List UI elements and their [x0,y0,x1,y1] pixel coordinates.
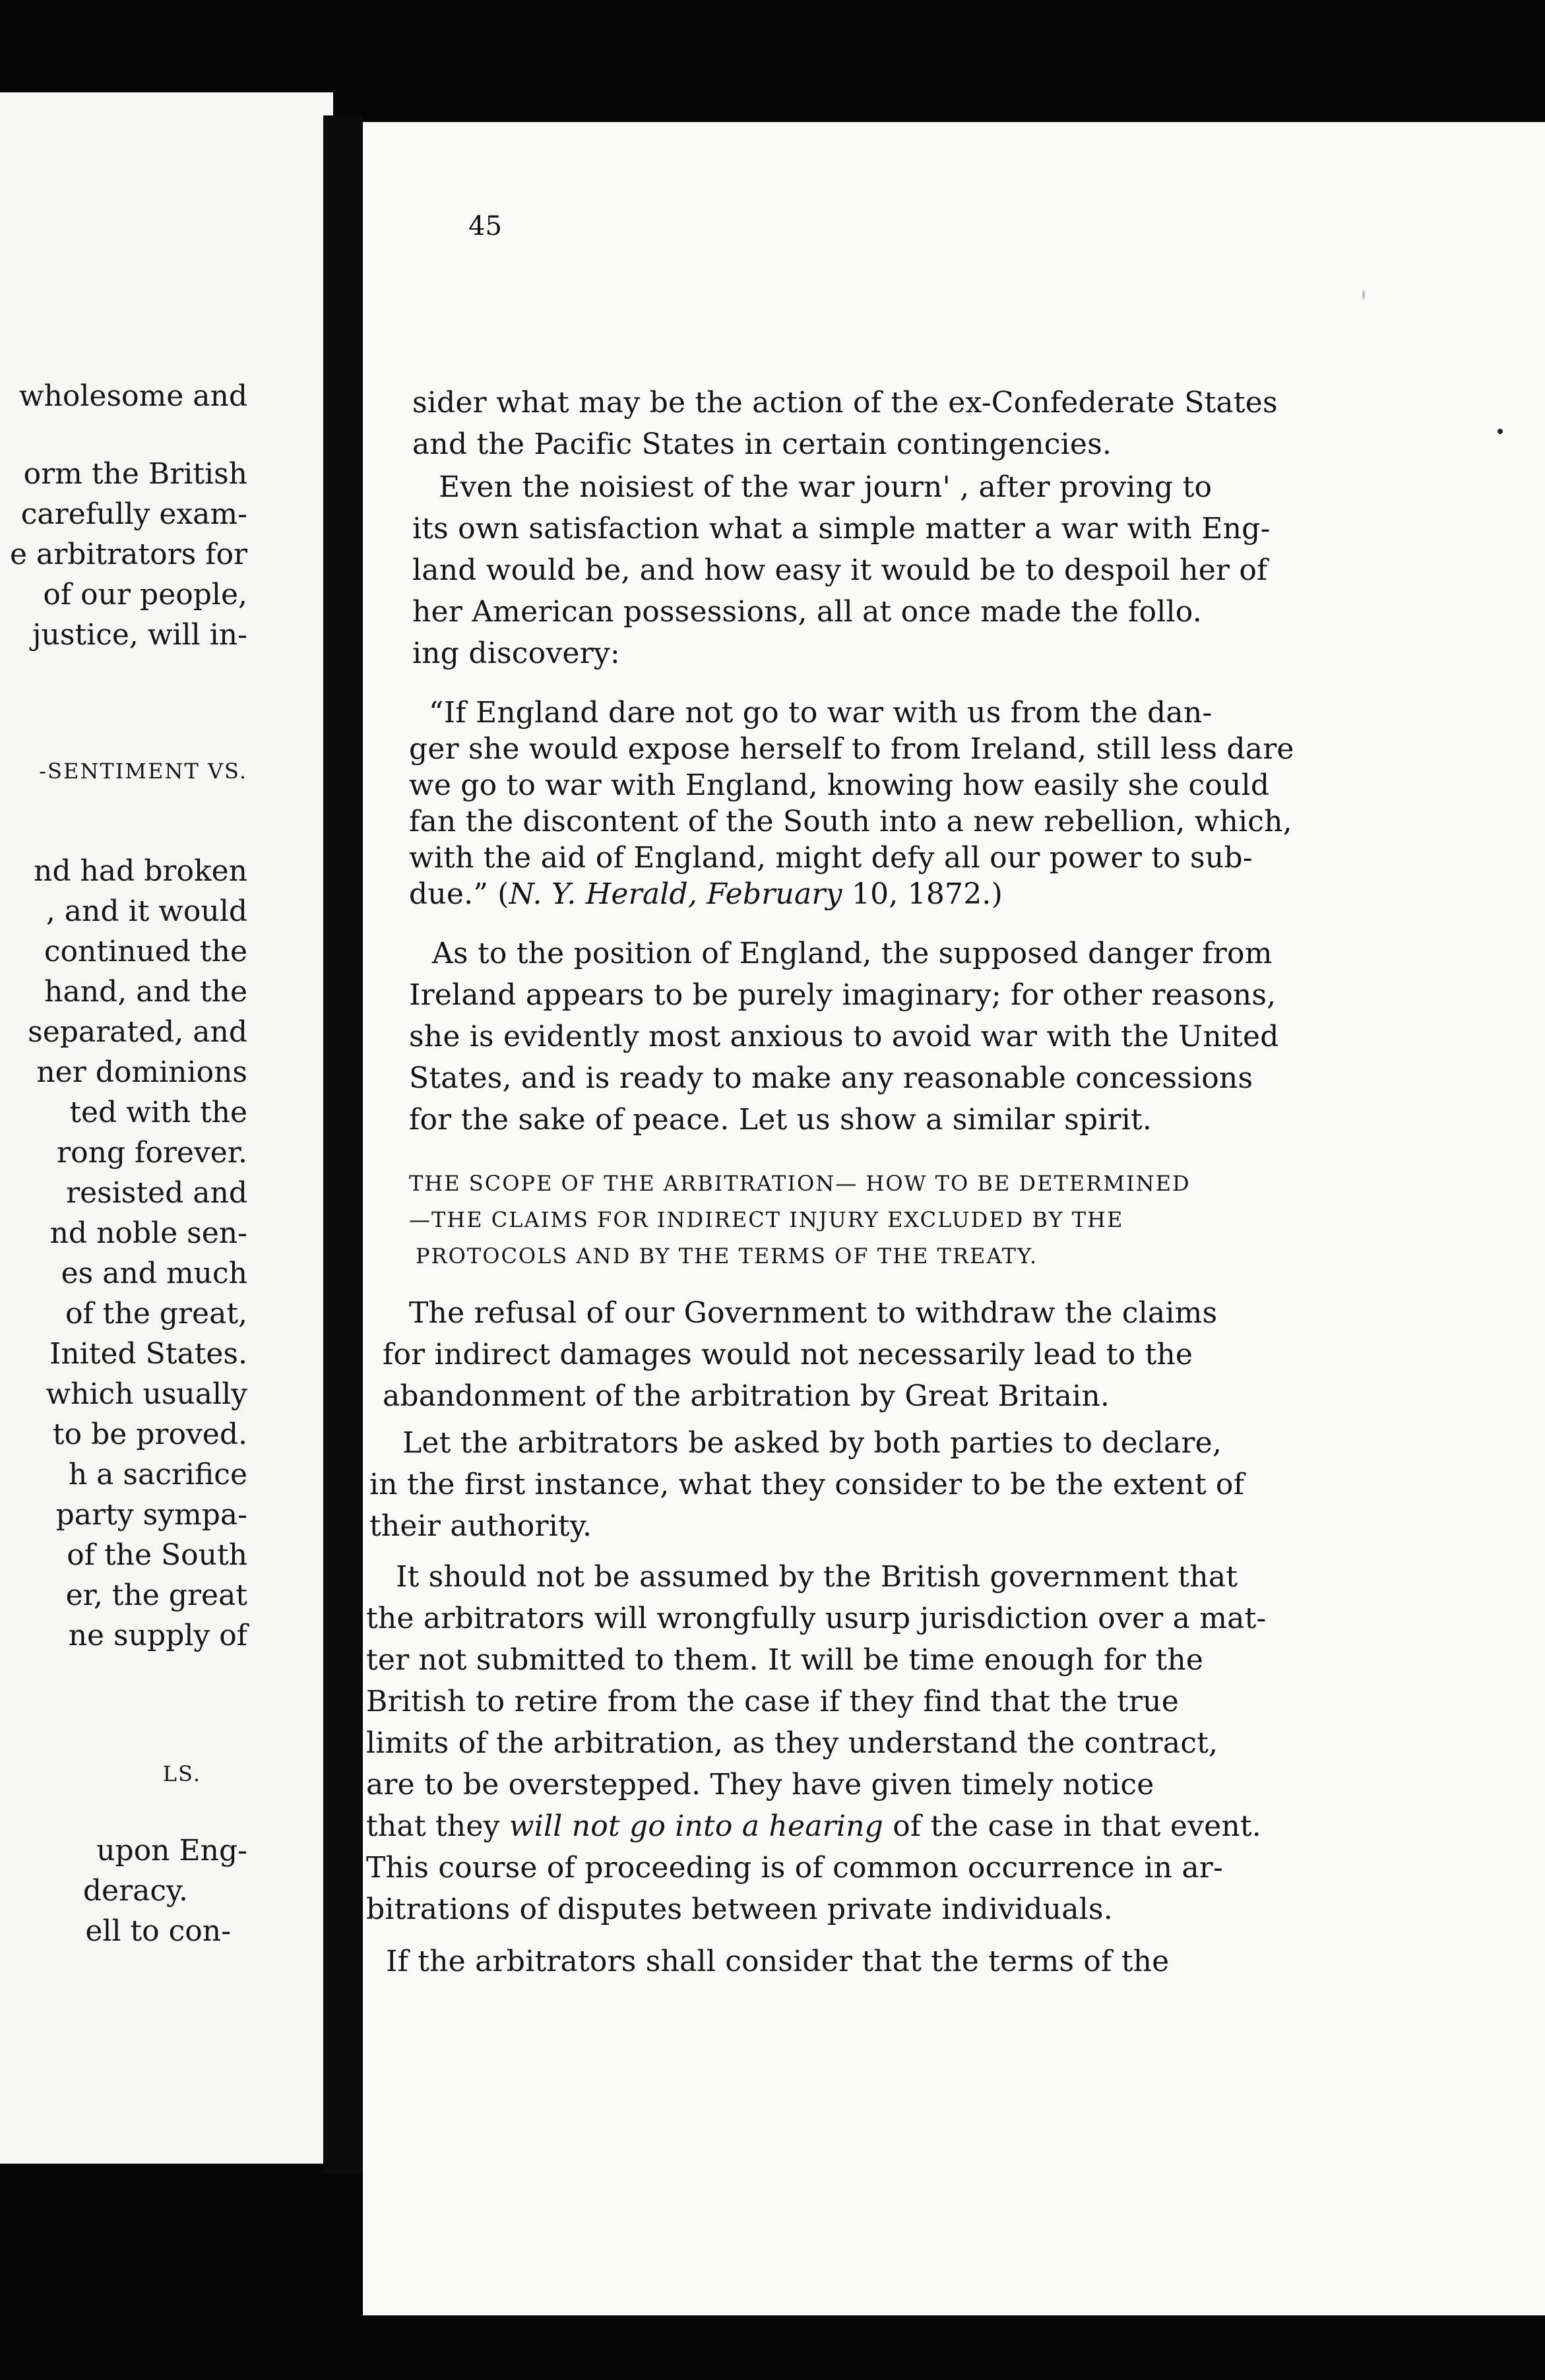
left-line: -SENTIMENT VS. [39,759,247,784]
quote-line: we go to war with England, knowing how easily she could [409,768,1270,802]
section-heading-line: THE SCOPE OF THE ARBITRATION— HOW TO BE DETERMINED [409,1171,1191,1196]
text-line: are to be overstepped. They have given timely notice [366,1768,1154,1801]
left-line: h a sacrifice [68,1458,247,1491]
left-line: resisted and [66,1176,247,1210]
text-line: ter not submitted to them. It will be time enough for the [366,1643,1204,1677]
text-line: and the Pacific States in certain contingencies. [412,427,1112,461]
left-line: of the great, [65,1297,247,1331]
quote-line: ger she would expose herself to from Ireland, still less dare [409,732,1294,766]
text-line: land would be, and how easy it would be to despoil her of [412,553,1268,587]
text-line: she is evidently most anxious to avoid war with the United [409,1020,1279,1053]
section-heading-line: PROTOCOLS AND BY THE TERMS OF THE TREATY. [416,1243,1038,1268]
left-line: to be proved. [52,1418,247,1451]
left-line: separated, and [28,1015,247,1049]
text-line: The refusal of our Government to withdraw the claims [409,1296,1218,1330]
text-line: its own satisfaction what a simple matter a war with Eng- [412,512,1271,546]
text-line: the arbitrators will wrongfully usurp jurisdiction over a mat- [366,1602,1267,1635]
quote-citation-line [409,877,1003,911]
left-line: Inited States. [49,1337,247,1371]
left-line: rong forever. [57,1136,247,1170]
left-line: er, the great [65,1579,247,1612]
text-line: Ireland appears to be purely imaginary; for other reasons, [409,978,1277,1012]
scan-speck [1498,429,1503,434]
left-line: , and it would [46,894,247,928]
quote-line: with the aid of England, might defy all our power to sub- [409,841,1253,875]
left-line: which usually [46,1377,247,1411]
quote-date: 10, 1872.) [842,877,1003,911]
text-line: bitrations of disputes between private individuals. [366,1893,1113,1926]
text-line [366,1809,1261,1843]
quote-source: N. Y. Herald, February [509,877,842,911]
left-line: orm the British [23,457,247,491]
text-line: Even the noisiest of the war journ' , after proving to [439,470,1213,504]
text-line: It should not be assumed by the British government that [396,1560,1238,1594]
left-line: ner dominions [36,1055,247,1089]
text-line: their authority. [369,1509,592,1543]
left-line: es and much [61,1257,247,1290]
section-heading-line: —THE CLAIMS FOR INDIRECT INJURY EXCLUDED BY THE [409,1207,1124,1232]
text-line: limits of the arbitration, as they understand the contract, [366,1726,1218,1760]
text-line: in the first instance, what they consider to be the extent of [369,1468,1245,1501]
quote-end: due.” ( [409,877,509,911]
left-line: deracy. [82,1874,188,1908]
left-line: justice, will in- [32,618,247,652]
text-line: This course of proceeding is of common occurrence in ar- [366,1851,1224,1885]
left-line: e arbitrators for [9,538,247,571]
left-line: wholesome and [18,379,247,413]
text-line: As to the position of England, the supposed danger from [432,937,1273,970]
text-line: If the arbitrators shall consider that the terms of the [386,1945,1170,1978]
left-line: hand, and the [44,975,247,1009]
left-line: ell to con- [85,1914,231,1948]
italic-phrase: will not go into a hearing [509,1809,884,1843]
left-line: nd had broken [34,854,247,888]
left-line: of our people, [43,578,247,611]
text-line: for indirect damages would not necessarily lead to the [383,1338,1193,1371]
left-line: party sympa- [55,1498,247,1532]
quote-line: “If England dare not go to war with us from the dan- [429,696,1213,730]
left-line: ne supply of [68,1619,247,1652]
text-line: States, and is ready to make any reasonable concessions [409,1061,1253,1095]
text-line: ing discovery: [412,637,620,670]
scan-speck [1362,290,1365,299]
text-line: her American possessions, all at once made the follo. [412,595,1202,629]
left-line: ted with the [69,1096,247,1129]
left-page [0,92,333,2164]
text-fragment: that they [366,1809,509,1843]
left-line: nd noble sen- [49,1216,247,1250]
left-line: upon Eng- [96,1834,247,1867]
left-line: carefully exam- [20,497,247,531]
book-spine [323,115,363,2174]
text-line: sider what may be the action of the ex-Confederate States [412,386,1278,420]
quote-line: fan the discontent of the South into a new rebellion, which, [409,805,1292,838]
left-line: LS. [162,1761,201,1786]
left-line: continued the [44,935,247,968]
text-fragment: of the case in that event. [883,1809,1261,1843]
page-number: 45 [468,211,502,241]
text-line: British to retire from the case if they find that the true [366,1685,1179,1718]
left-line: of the South [67,1538,247,1572]
text-line: Let the arbitrators be asked by both parties to declare, [402,1426,1222,1460]
text-line: abandonment of the arbitration by Great Britain. [383,1379,1110,1413]
text-line: for the sake of peace. Let us show a similar spirit. [409,1103,1152,1137]
